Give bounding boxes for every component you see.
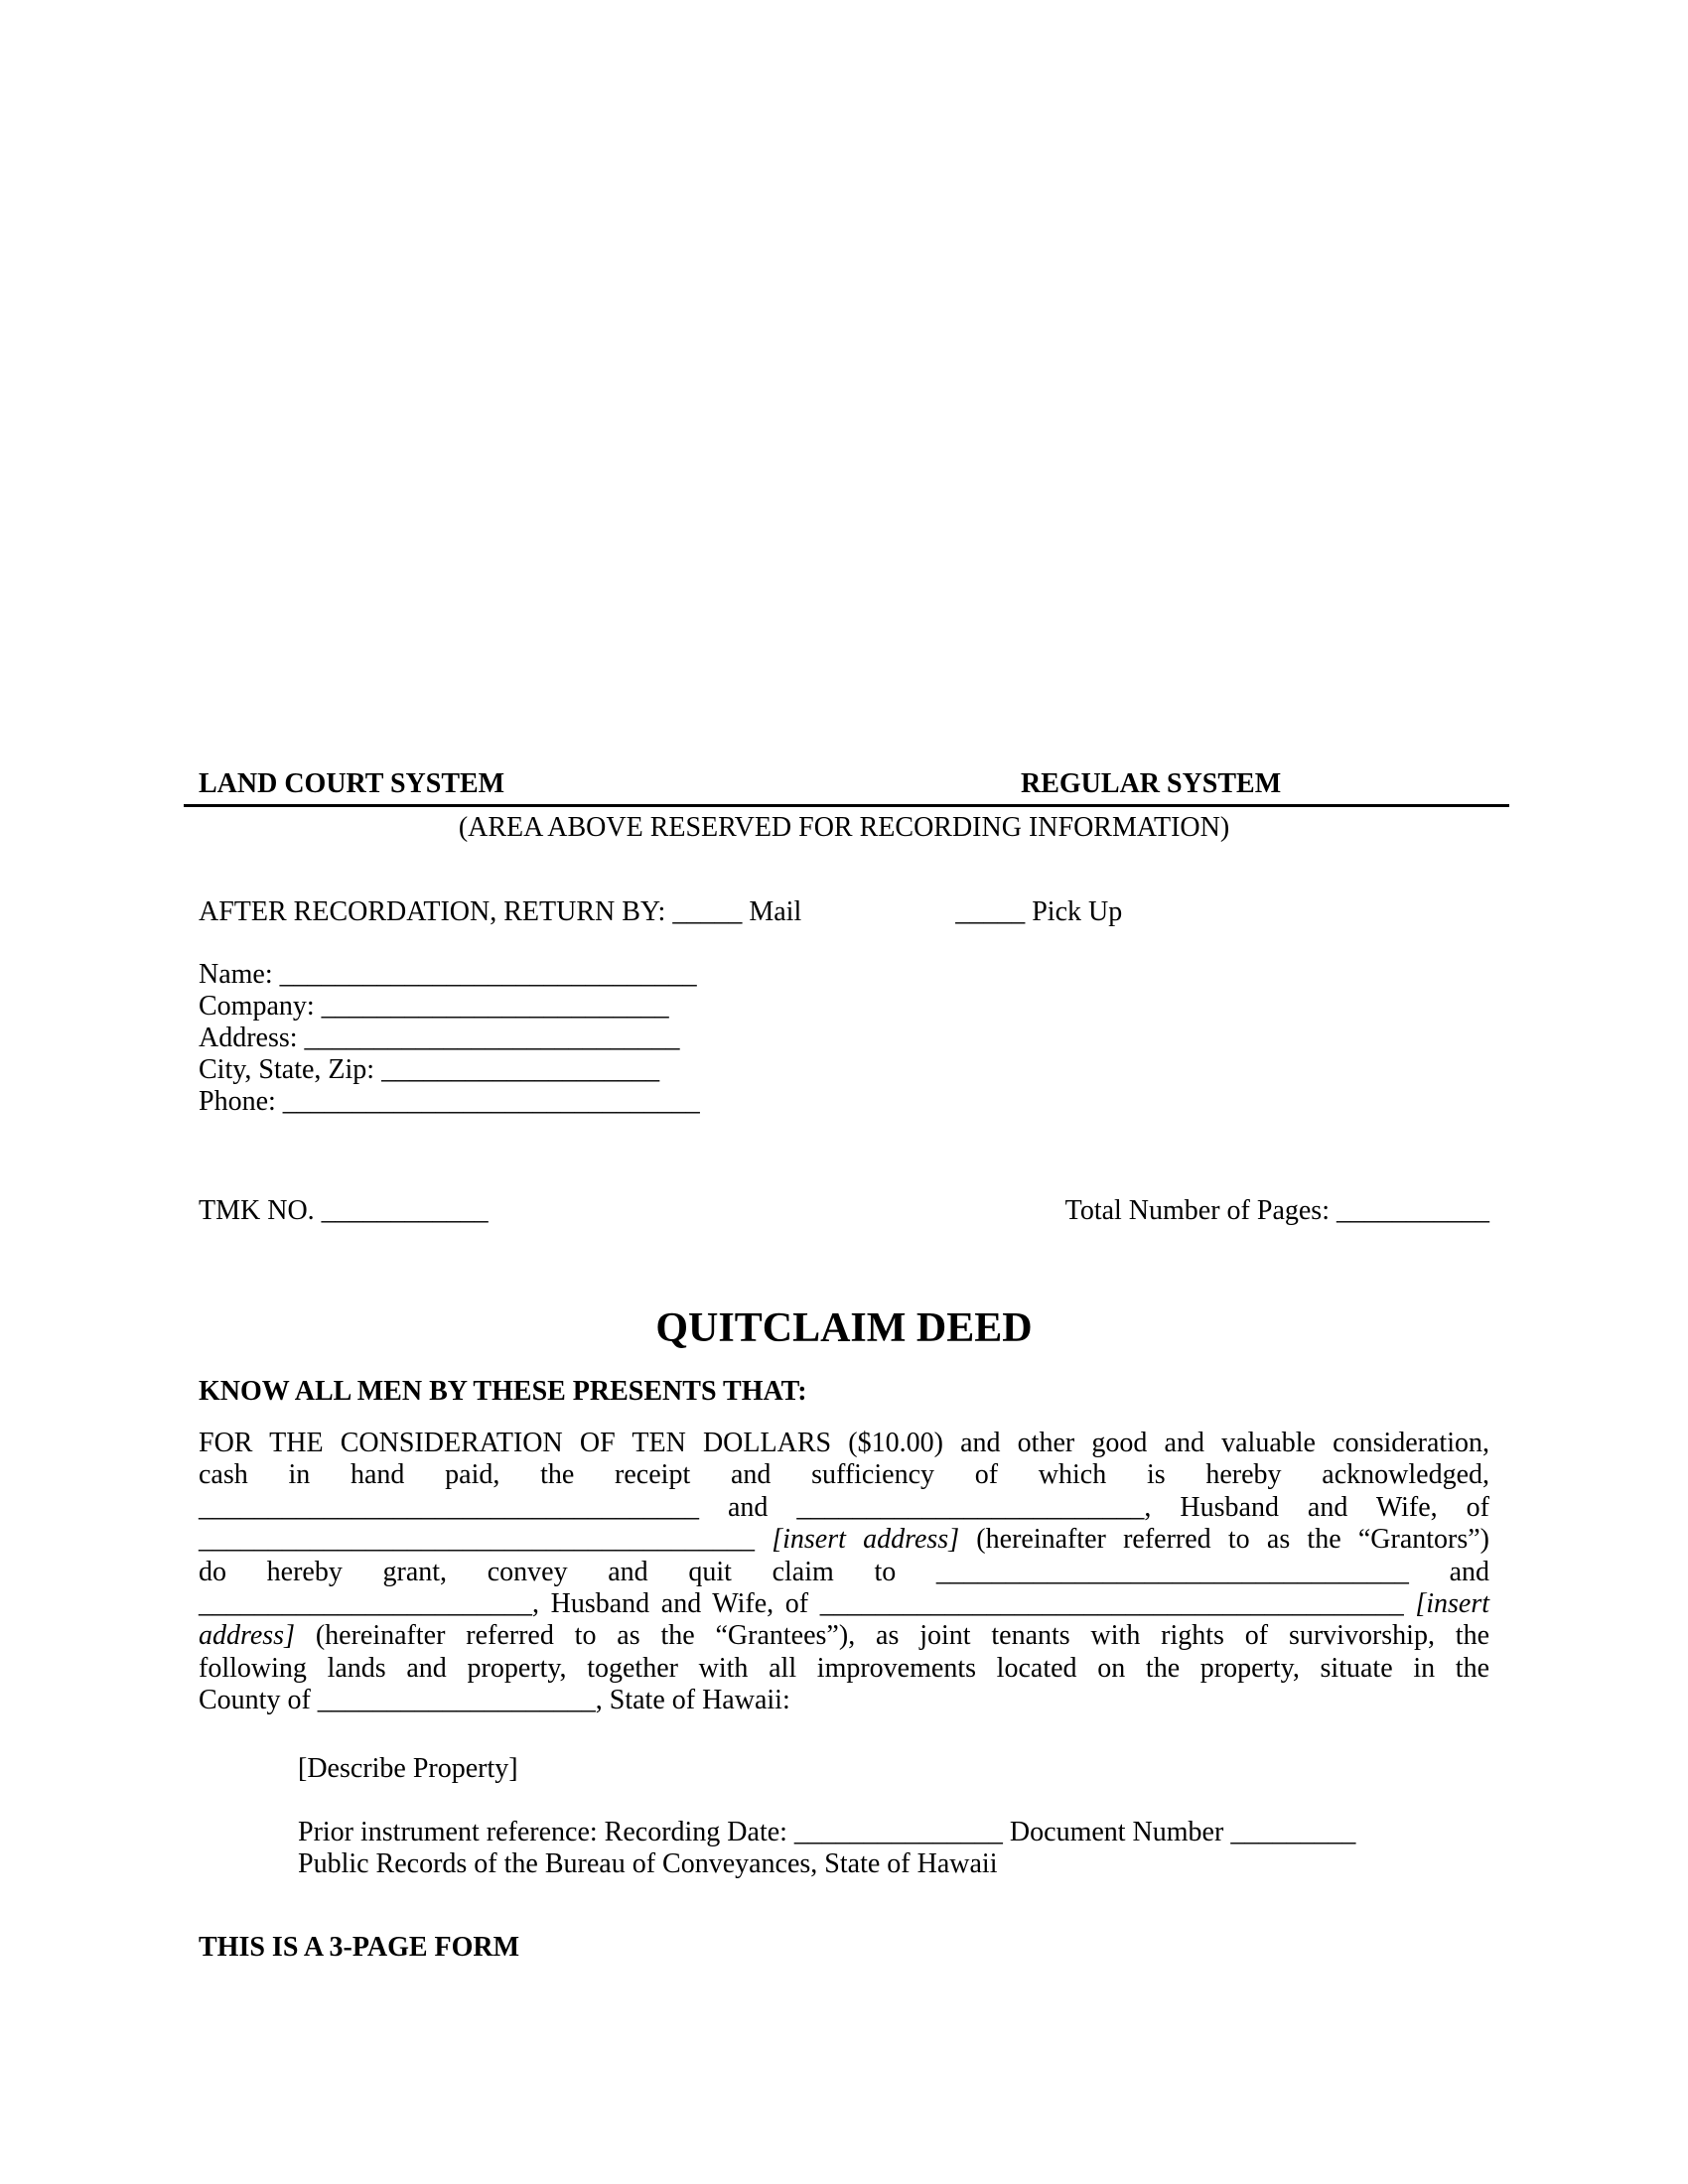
pickup-option-label: Pick Up <box>1032 896 1123 927</box>
text-segment: ________________________________________ <box>199 1524 773 1556</box>
italic-text-segment: [insert <box>1415 1588 1489 1620</box>
regular-system-label: REGULAR SYSTEM <box>1021 768 1282 799</box>
company-field-label: Company: <box>199 991 315 1022</box>
document-title: QUITCLAIM DEED <box>655 1305 1033 1351</box>
text-segment: (hereinafter referred to as the “Grantees”), as joint tenants with rights of survivorship, the <box>294 1620 1489 1652</box>
recording-systems-header <box>184 766 1509 807</box>
paragraph-line <box>199 1459 1489 1491</box>
paragraph-line <box>199 1588 1489 1620</box>
tmk-blank-line: ____________ <box>321 1195 489 1226</box>
text-segment: do hereby grant, convey and quit claim to __________________________________ and <box>199 1556 1489 1587</box>
mail-blank-line: _____ <box>672 896 743 927</box>
opening-clause: KNOW ALL MEN BY THESE PRESENTS THAT: <box>199 1376 807 1407</box>
total-pages-field <box>1065 1195 1489 1227</box>
paragraph-line <box>199 1685 1489 1716</box>
text-segment: ____________________________________ and _________________________, Husband and Wife, of <box>199 1491 1489 1523</box>
phone-field-row <box>199 1086 700 1118</box>
prior-instrument-reference-line: Prior instrument reference: Recording Date: _______________ Document Number _________ <box>298 1817 1356 1847</box>
reserved-area-note: (AREA ABOVE RESERVED FOR RECORDING INFORMATION) <box>458 812 1230 843</box>
italic-text-segment: address] <box>199 1620 295 1652</box>
mail-option-label: Mail <box>749 896 802 927</box>
city-state-zip-blank-line: ____________________ <box>381 1054 660 1085</box>
public-records-line: Public Records of the Bureau of Conveyances, State of Hawaii <box>298 1848 998 1879</box>
total-pages-label: Total Number of Pages: <box>1064 1195 1330 1226</box>
name-blank-line: ______________________________ <box>279 959 697 990</box>
paragraph-line <box>199 1492 1489 1524</box>
text-segment: County of ____________________, State of Hawaii: <box>199 1685 790 1716</box>
text-segment: following lands and property, together with all improvements located on the property, situate in the <box>199 1652 1489 1684</box>
consideration-paragraph <box>199 1428 1489 1717</box>
text-segment: ________________________, Husband and Wife, of __________________________________________ <box>199 1588 1416 1620</box>
paragraph-line <box>199 1428 1489 1459</box>
text-segment: (hereinafter referred to as the “Grantors”) <box>959 1524 1490 1556</box>
address-blank-line: ___________________________ <box>304 1023 680 1053</box>
company-blank-line: _________________________ <box>321 991 669 1022</box>
return-by-row <box>199 896 1122 928</box>
city-state-zip-field-row <box>199 1054 700 1086</box>
paragraph-line <box>199 1557 1489 1588</box>
address-field-label: Address: <box>199 1023 298 1053</box>
pickup-blank-line: _____ <box>955 896 1026 927</box>
describe-property-placeholder: [Describe Property] <box>298 1753 518 1784</box>
tmk-label: TMK NO. <box>199 1195 315 1226</box>
name-field-label: Name: <box>199 959 273 990</box>
address-field-row <box>199 1023 700 1054</box>
phone-blank-line: ______________________________ <box>282 1086 700 1117</box>
text-segment: FOR THE CONSIDERATION OF TEN DOLLARS ($10.00) and other good and valuable consideration, <box>199 1428 1489 1458</box>
paragraph-line <box>199 1524 1489 1556</box>
paragraph-line <box>199 1653 1489 1685</box>
phone-field-label: Phone: <box>199 1086 276 1117</box>
name-field-row <box>199 959 700 991</box>
tmk-field <box>199 1195 489 1227</box>
italic-text-segment: [insert address] <box>772 1524 960 1556</box>
tmk-pages-row <box>199 1195 1489 1227</box>
paragraph-line <box>199 1620 1489 1652</box>
text-segment: cash in hand paid, the receipt and sufficiency of which is hereby acknowledged, <box>199 1459 1489 1491</box>
contact-fields-block <box>199 959 700 1118</box>
company-field-row <box>199 991 700 1023</box>
land-court-system-label: LAND COURT SYSTEM <box>199 768 505 799</box>
city-state-zip-field-label: City, State, Zip: <box>199 1054 375 1085</box>
total-pages-blank-line: ___________ <box>1336 1195 1489 1226</box>
return-by-label: AFTER RECORDATION, RETURN BY: <box>199 896 666 927</box>
page-count-note: THIS IS A 3-PAGE FORM <box>199 1932 520 1963</box>
